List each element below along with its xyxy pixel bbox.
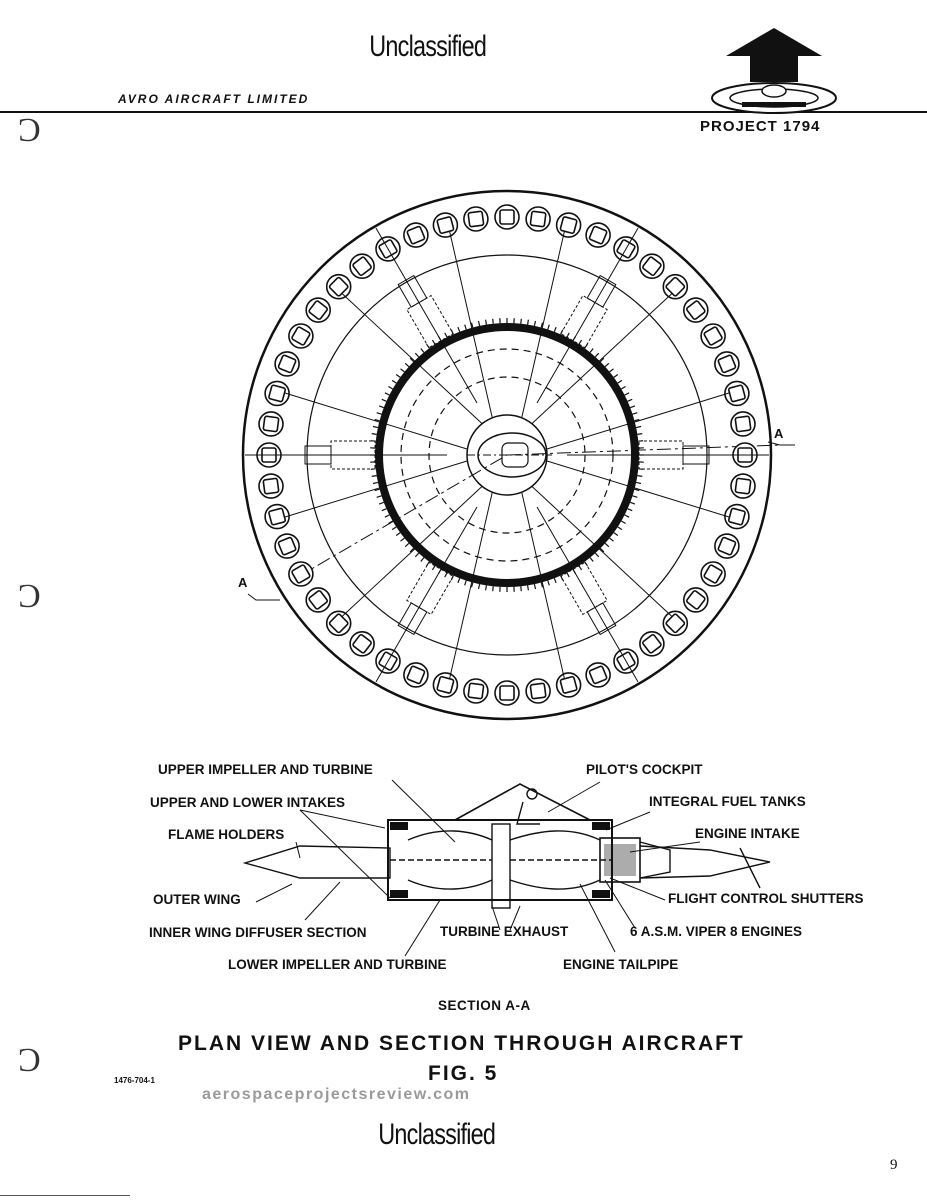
classification-top: Unclassified <box>369 30 487 63</box>
label-pilots-cockpit: PILOT'S COCKPIT <box>586 762 703 777</box>
plan-view-drawing <box>240 180 800 740</box>
section-line-a-a <box>296 455 507 578</box>
doc-number: 1476-704-1 <box>114 1076 155 1085</box>
label-engine-tailpipe: ENGINE TAILPIPE <box>563 957 679 972</box>
label-viper-engines: 6 A.S.M. VIPER 8 ENGINES <box>630 924 803 939</box>
label-lower-impeller: LOWER IMPELLER AND TURBINE <box>228 957 447 972</box>
rim-nozzle-shutter <box>500 210 514 224</box>
binder-hole-3: Ɔ <box>18 1042 41 1079</box>
rim-nozzle-shutter <box>728 385 745 402</box>
section-marker-right: A <box>774 426 784 441</box>
engine-arm <box>547 393 769 517</box>
rim-nozzle-shutter <box>468 683 484 699</box>
footer-edge-rule <box>0 1195 130 1196</box>
label-flight-control: FLIGHT CONTROL SHUTTERS <box>668 891 864 906</box>
rim-nozzle-shutter <box>269 385 286 402</box>
rim-nozzle-shutter <box>735 416 751 432</box>
label-flame-holders: FLAME HOLDERS <box>168 827 285 842</box>
page-number: 9 <box>890 1157 898 1173</box>
engine-arm <box>245 393 467 517</box>
rim-nozzle-shutter <box>263 416 279 432</box>
rim-nozzle-shutter <box>437 676 454 693</box>
rim-nozzle-shutter <box>263 478 279 494</box>
watermark: aerospaceprojectsreview.com <box>202 1086 471 1103</box>
label-upper-impeller: UPPER IMPELLER AND TURBINE <box>158 762 373 777</box>
label-outer-wing: OUTER WING <box>153 892 241 907</box>
label-engine-intake: ENGINE INTAKE <box>695 826 800 841</box>
section-title: SECTION A-A <box>438 998 531 1013</box>
section-marker-left: A <box>238 575 248 590</box>
company-name: AVRO AIRCRAFT LIMITED <box>118 92 310 106</box>
binder-hole-1: Ɔ <box>18 112 41 149</box>
label-upper-lower-intakes: UPPER AND LOWER INTAKES <box>150 795 346 810</box>
binder-hole-2: Ɔ <box>18 578 41 615</box>
rim-nozzle-shutter <box>269 508 286 525</box>
rim-nozzle-shutter <box>530 683 546 699</box>
label-turbine-exhaust: TURBINE EXHAUST <box>440 924 569 939</box>
rim-nozzle-shutter <box>728 508 745 525</box>
project-number: PROJECT 1794 <box>700 118 821 135</box>
rim-nozzle-shutter <box>500 686 514 700</box>
rim-nozzle-shutter <box>468 211 484 227</box>
classification-bottom: Unclassified <box>378 1118 496 1151</box>
figure-number: FIG. 5 <box>428 1062 499 1085</box>
figure-title: PLAN VIEW AND SECTION THROUGH AIRCRAFT <box>178 1032 745 1055</box>
rim-nozzle-shutter <box>560 217 577 234</box>
avro-saucer-logo <box>706 26 846 120</box>
rim-nozzle-shutter <box>437 217 454 234</box>
rim-nozzle-shutter <box>530 211 546 227</box>
label-integral-fuel: INTEGRAL FUEL TANKS <box>649 794 806 809</box>
label-inner-wing: INNER WING DIFFUSER SECTION <box>149 925 367 940</box>
rim-nozzle-shutter <box>560 676 577 693</box>
rim-nozzle-shutter <box>735 478 751 494</box>
